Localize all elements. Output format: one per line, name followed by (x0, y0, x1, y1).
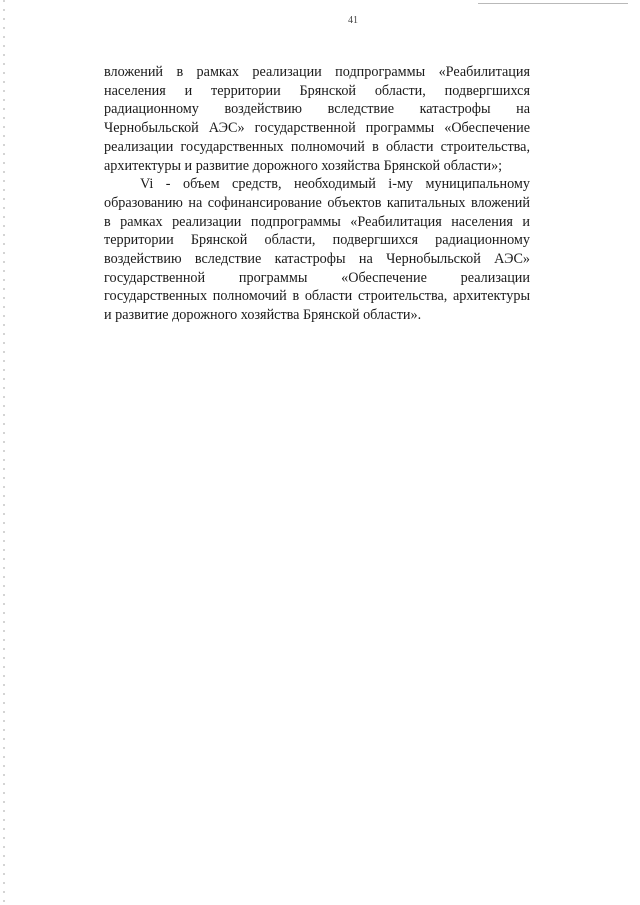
body-text (104, 63, 530, 325)
page-number: 41 (348, 15, 358, 26)
top-rule (478, 3, 628, 4)
paragraph-vi-definition: Vi - объем средств, необходимый i-му муниципальному образованию на софинансирование объектов капитальных вложений в рамках реализации подпрограммы «Реабилитация населения и территории Брянской области, подвергшихся радиационному воздействию вследствие катастрофы на Чернобыльской АЭС» государственной программы «Обеспечение реализации государственных полномочий в области строительства, архитектуры и развитие дорожного хозяйства Брянской области». (104, 176, 530, 324)
paragraph-continuation: вложений в рамках реализации подпрограммы «Реабилитация населения и территории Брянской области, подвергшихся радиационному воздействию вследствие катастрофы на Чернобыльской АЭС» государственной программы «Обеспечение реализации государственных полномочий в области строительства, архитектуры и развитие дорожного хозяйства Брянской области»; (104, 64, 530, 174)
scan-edge-artifact (3, 0, 5, 905)
